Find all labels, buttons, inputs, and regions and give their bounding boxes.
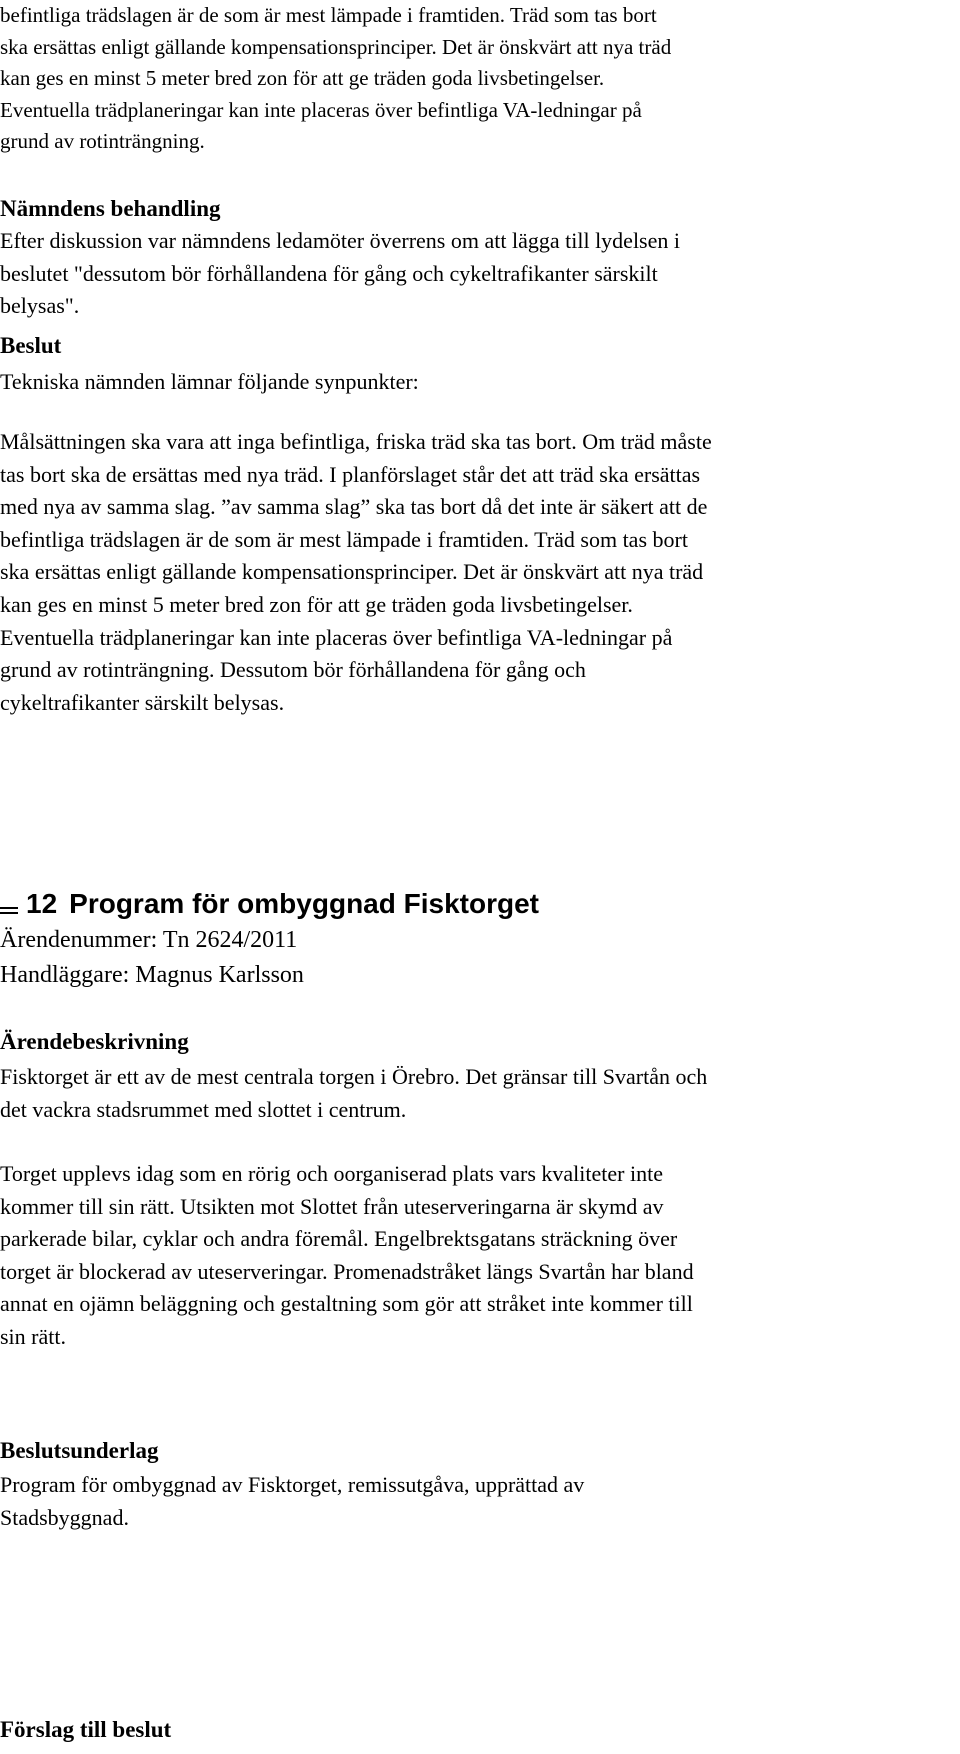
decision-line: kan ges en minst 5 meter bred zon för att ge träden goda livsbetingelser.: [0, 591, 633, 617]
intro-paragraph: [0, 0, 960, 158]
decision-line: Eventuella trädplaneringar kan inte placeras över befintliga VA-ledningar på: [0, 624, 673, 650]
committee-line: Efter diskussion var nämndens ledamöter överrens om att lägga till lydelsen i: [0, 228, 680, 253]
decision-line: grund av rotinträngning. Dessutom bör förhållandena för gång och: [0, 657, 586, 683]
item-title: [0, 882, 960, 926]
basis-paragraph: [0, 1469, 960, 1534]
decision-line: tas bort ska de ersättas med nya träd. I planförslaget står det att träd ska ersättas: [0, 461, 701, 487]
description-line: kommer till sin rätt. Utsikten mot Slottet från uteserveringarna är skymd av: [0, 1193, 664, 1219]
description-paragraph-1: [0, 1061, 960, 1126]
description-line: Fisktorget är ett av de mest centrala torgen i Örebro. Det gränsar till Svartån och: [0, 1064, 708, 1089]
committee-paragraph: [0, 225, 960, 323]
case-handler: Handläggare: Magnus Karlsson: [0, 962, 304, 988]
basis-heading: Beslutsunderlag: [0, 1438, 159, 1463]
proposal-heading: Förslag till beslut: [0, 1717, 172, 1742]
decision-line: befintliga trädslagen är de som är mest lämpade i framtiden. Träd som tas bort: [0, 526, 688, 552]
description-heading: Ärendebeskrivning: [0, 1029, 189, 1054]
intro-line: grund av rotinträngning.: [0, 129, 205, 154]
decision-line: Målsättningen ska vara att inga befintliga, friska träd ska tas bort. Om träd måste: [0, 429, 712, 454]
intro-line: Eventuella trädplaneringar kan inte placeras över befintliga VA-ledningar på: [0, 97, 642, 122]
description-line: parkerade bilar, cyklar och andra föremål. Engelbrektsgatans sträckning över: [0, 1226, 678, 1252]
description-line: sin rätt.: [0, 1323, 66, 1349]
decision-line: ska ersättas enligt gällande kompensationsprinciper. Det är önskvärt att nya träd: [0, 559, 704, 585]
committee-line: beslutet "dessutom bör förhållandena för gång och cykeltrafikanter särskilt: [0, 260, 658, 286]
intro-line: kan ges en minst 5 meter bred zon för att ge träden goda livsbetingelser.: [0, 66, 605, 91]
decision-heading: Beslut: [0, 333, 62, 358]
decision-line: med nya av samma slag. ”av samma slag” ska tas bort då det inte är säkert att de: [0, 494, 708, 520]
description-line: Torget upplevs idag som en rörig och oorganiserad plats vars kvaliteter inte: [0, 1161, 663, 1186]
item-number: 12: [26, 888, 58, 919]
basis-line: Stadsbyggnad.: [0, 1504, 129, 1530]
committee-heading: Nämndens behandling: [0, 196, 221, 221]
intro-line: befintliga trädslagen är de som är mest lämpade i framtiden. Träd som tas bort: [0, 3, 657, 27]
basis-line: Program för ombyggnad av Fisktorget, remissutgåva, upprättad av: [0, 1472, 585, 1497]
intro-line: ska ersättas enligt gällande kompensationsprinciper. Det är önskvärt att nya träd: [0, 34, 672, 59]
description-line: torget är blockerad av uteserveringar. Promenadstråket längs Svartån har bland: [0, 1258, 694, 1284]
description-paragraph-2: [0, 1158, 960, 1354]
decision-paragraph: [0, 426, 960, 719]
description-line: det vackra stadsrummet med slottet i centrum.: [0, 1096, 407, 1122]
item-marker-icon: [0, 907, 18, 914]
decision-intro: Tekniska nämnden lämnar följande synpunkter:: [0, 369, 419, 394]
item-title-text: Program för ombyggnad Fisktorget: [69, 888, 539, 919]
decision-line: cykeltrafikanter särskilt belysas.: [0, 689, 285, 715]
description-line: annat en ojämn beläggning och gestaltning som gör att stråket inte kommer till: [0, 1291, 693, 1317]
committee-line: belysas".: [0, 293, 80, 319]
case-number: Ärendenummer: Tn 2624/2011: [0, 927, 298, 953]
